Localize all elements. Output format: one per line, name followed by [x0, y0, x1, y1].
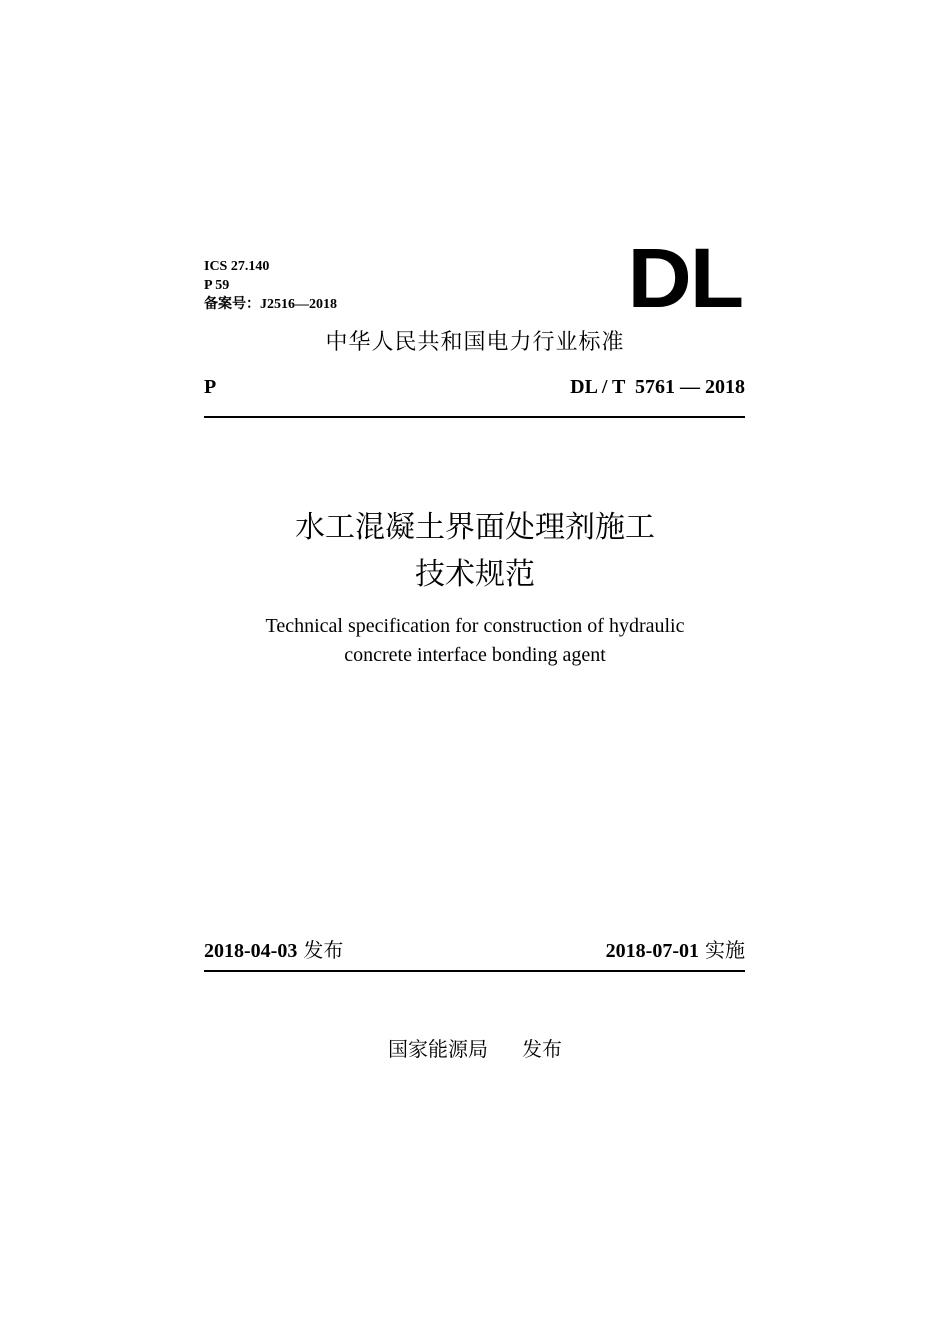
- effective-date-group: [606, 935, 745, 966]
- english-title-line-1: Technical specification for construction of hydraulic: [265, 615, 685, 637]
- chinese-title-line-1: 水工混凝土界面处理剂施工: [295, 510, 655, 545]
- bottom-divider: [204, 970, 745, 972]
- issue-date: 2018-04-03: [204, 940, 298, 962]
- publisher-label: 发布: [522, 1037, 562, 1061]
- classification-row: [204, 373, 745, 401]
- issue-label: 发布: [303, 938, 344, 962]
- category-code: P 59: [204, 278, 230, 293]
- dl-logo: DL: [627, 231, 742, 325]
- organization-title: 中华人民共和国电力行业标准: [325, 330, 625, 355]
- english-title-line-2: concrete interface bonding agent: [344, 644, 606, 666]
- ics-code: ICS 27.140: [204, 259, 270, 274]
- publisher-line: [0, 1034, 950, 1064]
- record-number: 备案号：J2516—2018: [204, 297, 337, 312]
- top-divider: [204, 416, 745, 418]
- dates-row: [204, 935, 745, 965]
- effective-label: 实施: [705, 938, 745, 962]
- issue-date-group: [204, 935, 343, 966]
- metadata-block: [204, 257, 337, 314]
- publisher-name: 国家能源局: [388, 1037, 488, 1061]
- effective-date: 2018-07-01: [605, 940, 699, 962]
- chinese-title-line-2: 技术规范: [415, 557, 535, 592]
- classification-letter: P: [204, 376, 217, 398]
- standard-number: DL / T 5761 — 2018: [570, 376, 745, 398]
